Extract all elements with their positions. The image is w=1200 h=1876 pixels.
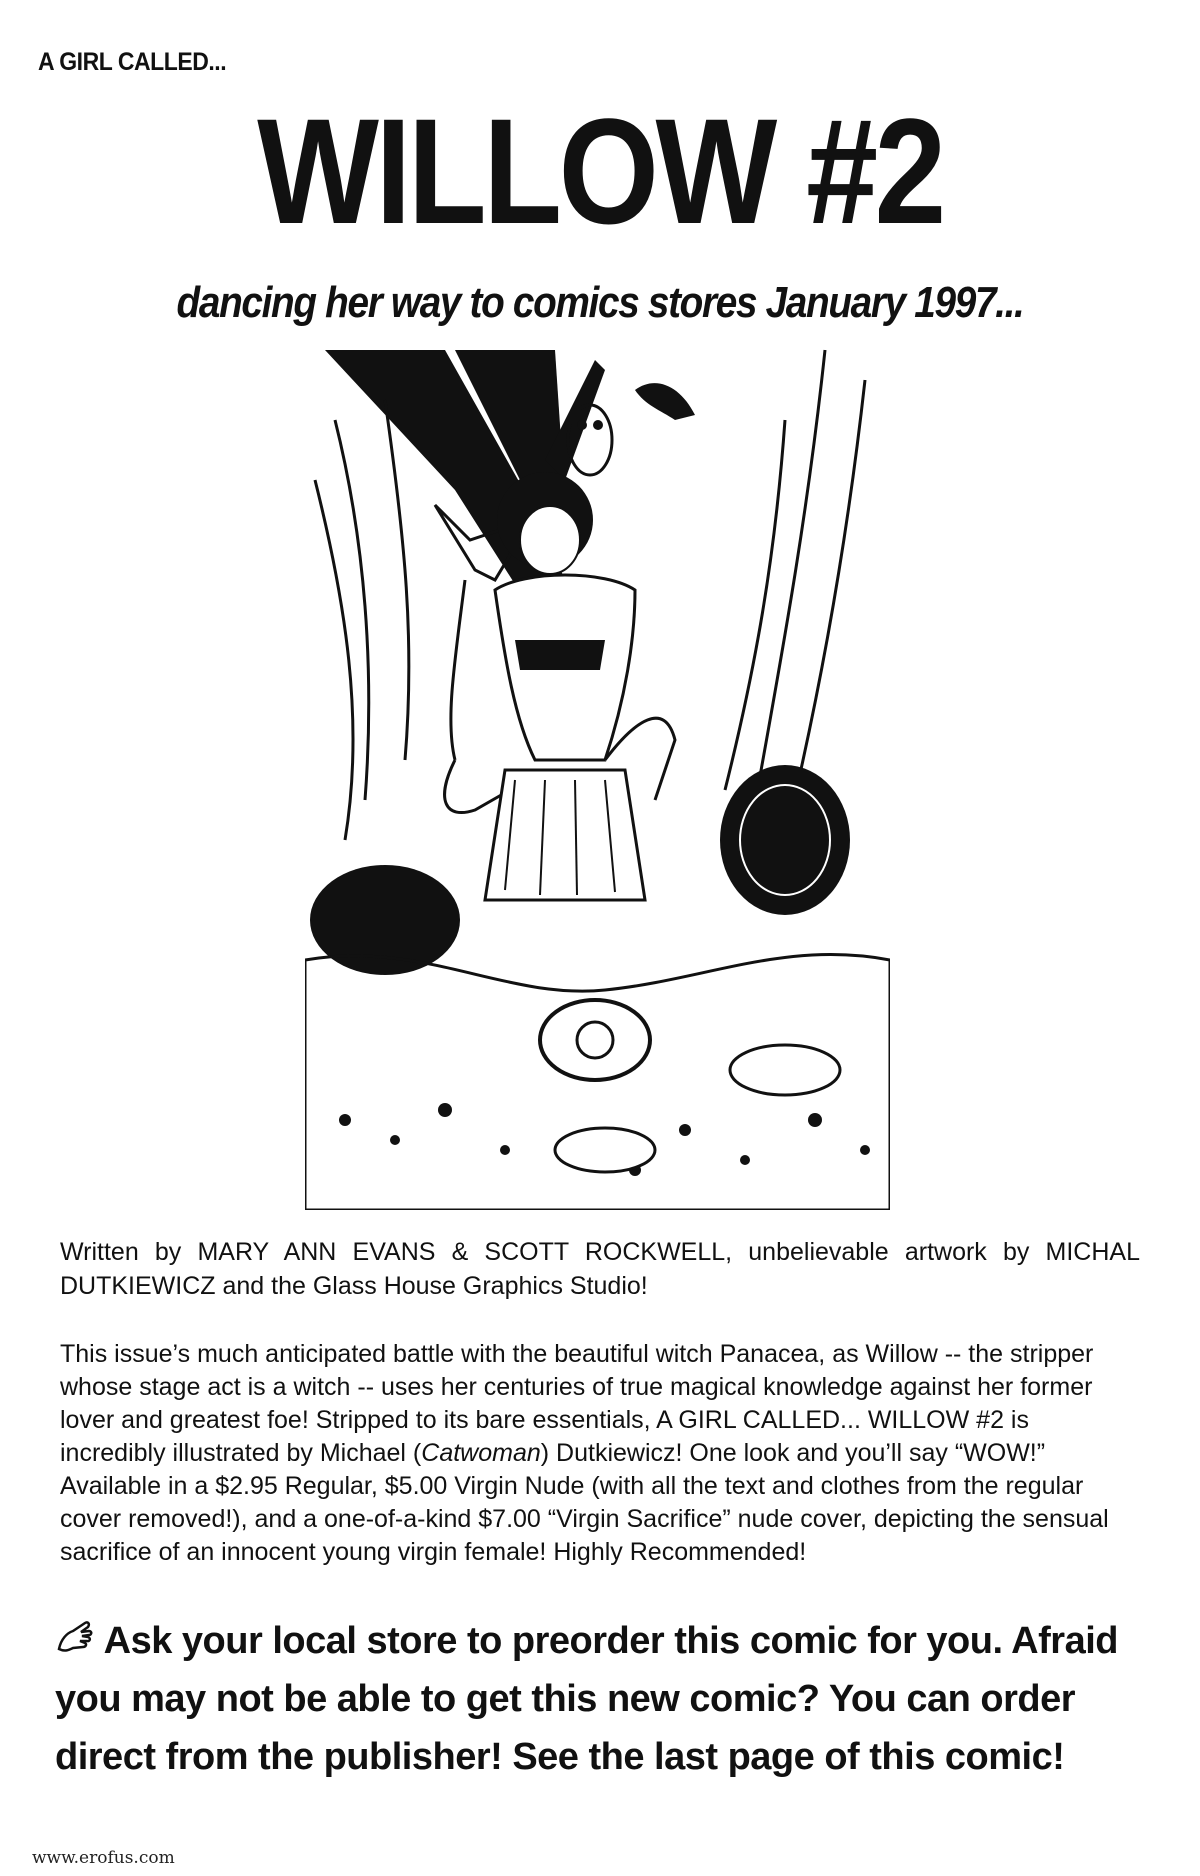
credits-text: Written by MARY ANN EVANS & SCOTT ROCKWELL, unbelievable artwork by MICHAL DUTKIEWICZ and the Glass House Graphics Studio!: [60, 1238, 1140, 1300]
pointing-hand-icon: [55, 1619, 95, 1657]
description-part-2: ) Dutkiewicz! One look and you’ll say “WOW!” Available in a $2.95 Regular, $5.00 Virgin Nude (with all the text and clothes from the regular cover removed!), and a one-of-a-kind $7.00 “Virgin Sacrifice” nude cover, depicting the sensual sacrifice of an innocent young virgin female! Highly Recommended!: [60, 1439, 1109, 1566]
watermark-text: www.erofus.com: [32, 1848, 175, 1868]
description-italic: Catwoman: [421, 1439, 541, 1467]
call-to-action: [55, 1612, 1155, 1786]
kicker-text: A GIRL CALLED...: [38, 48, 227, 76]
description-text: [60, 1338, 1140, 1569]
forest-illustration-icon: [305, 340, 890, 1210]
description-part-1: This issue’s much anticipated battle with the beautiful witch Panacea, as Willow -- the stripper whose stage act is a witch -- uses her centuries of true magical knowledge against her former lover and greatest foe! Stripped to its bare essentials, A GIRL CALLED... WILLOW #2 is incredibly illustrated by Michael (: [60, 1340, 1094, 1467]
page-title: WILLOW #2: [257, 87, 943, 255]
call-to-action-text: Ask your local store to preorder this comic for you. Afraid you may not be able to get this new comic? You can order direct from the publisher! See the last page of this comic!: [55, 1620, 1118, 1778]
tagline: dancing her way to comics stores January 1997...: [176, 278, 1024, 327]
